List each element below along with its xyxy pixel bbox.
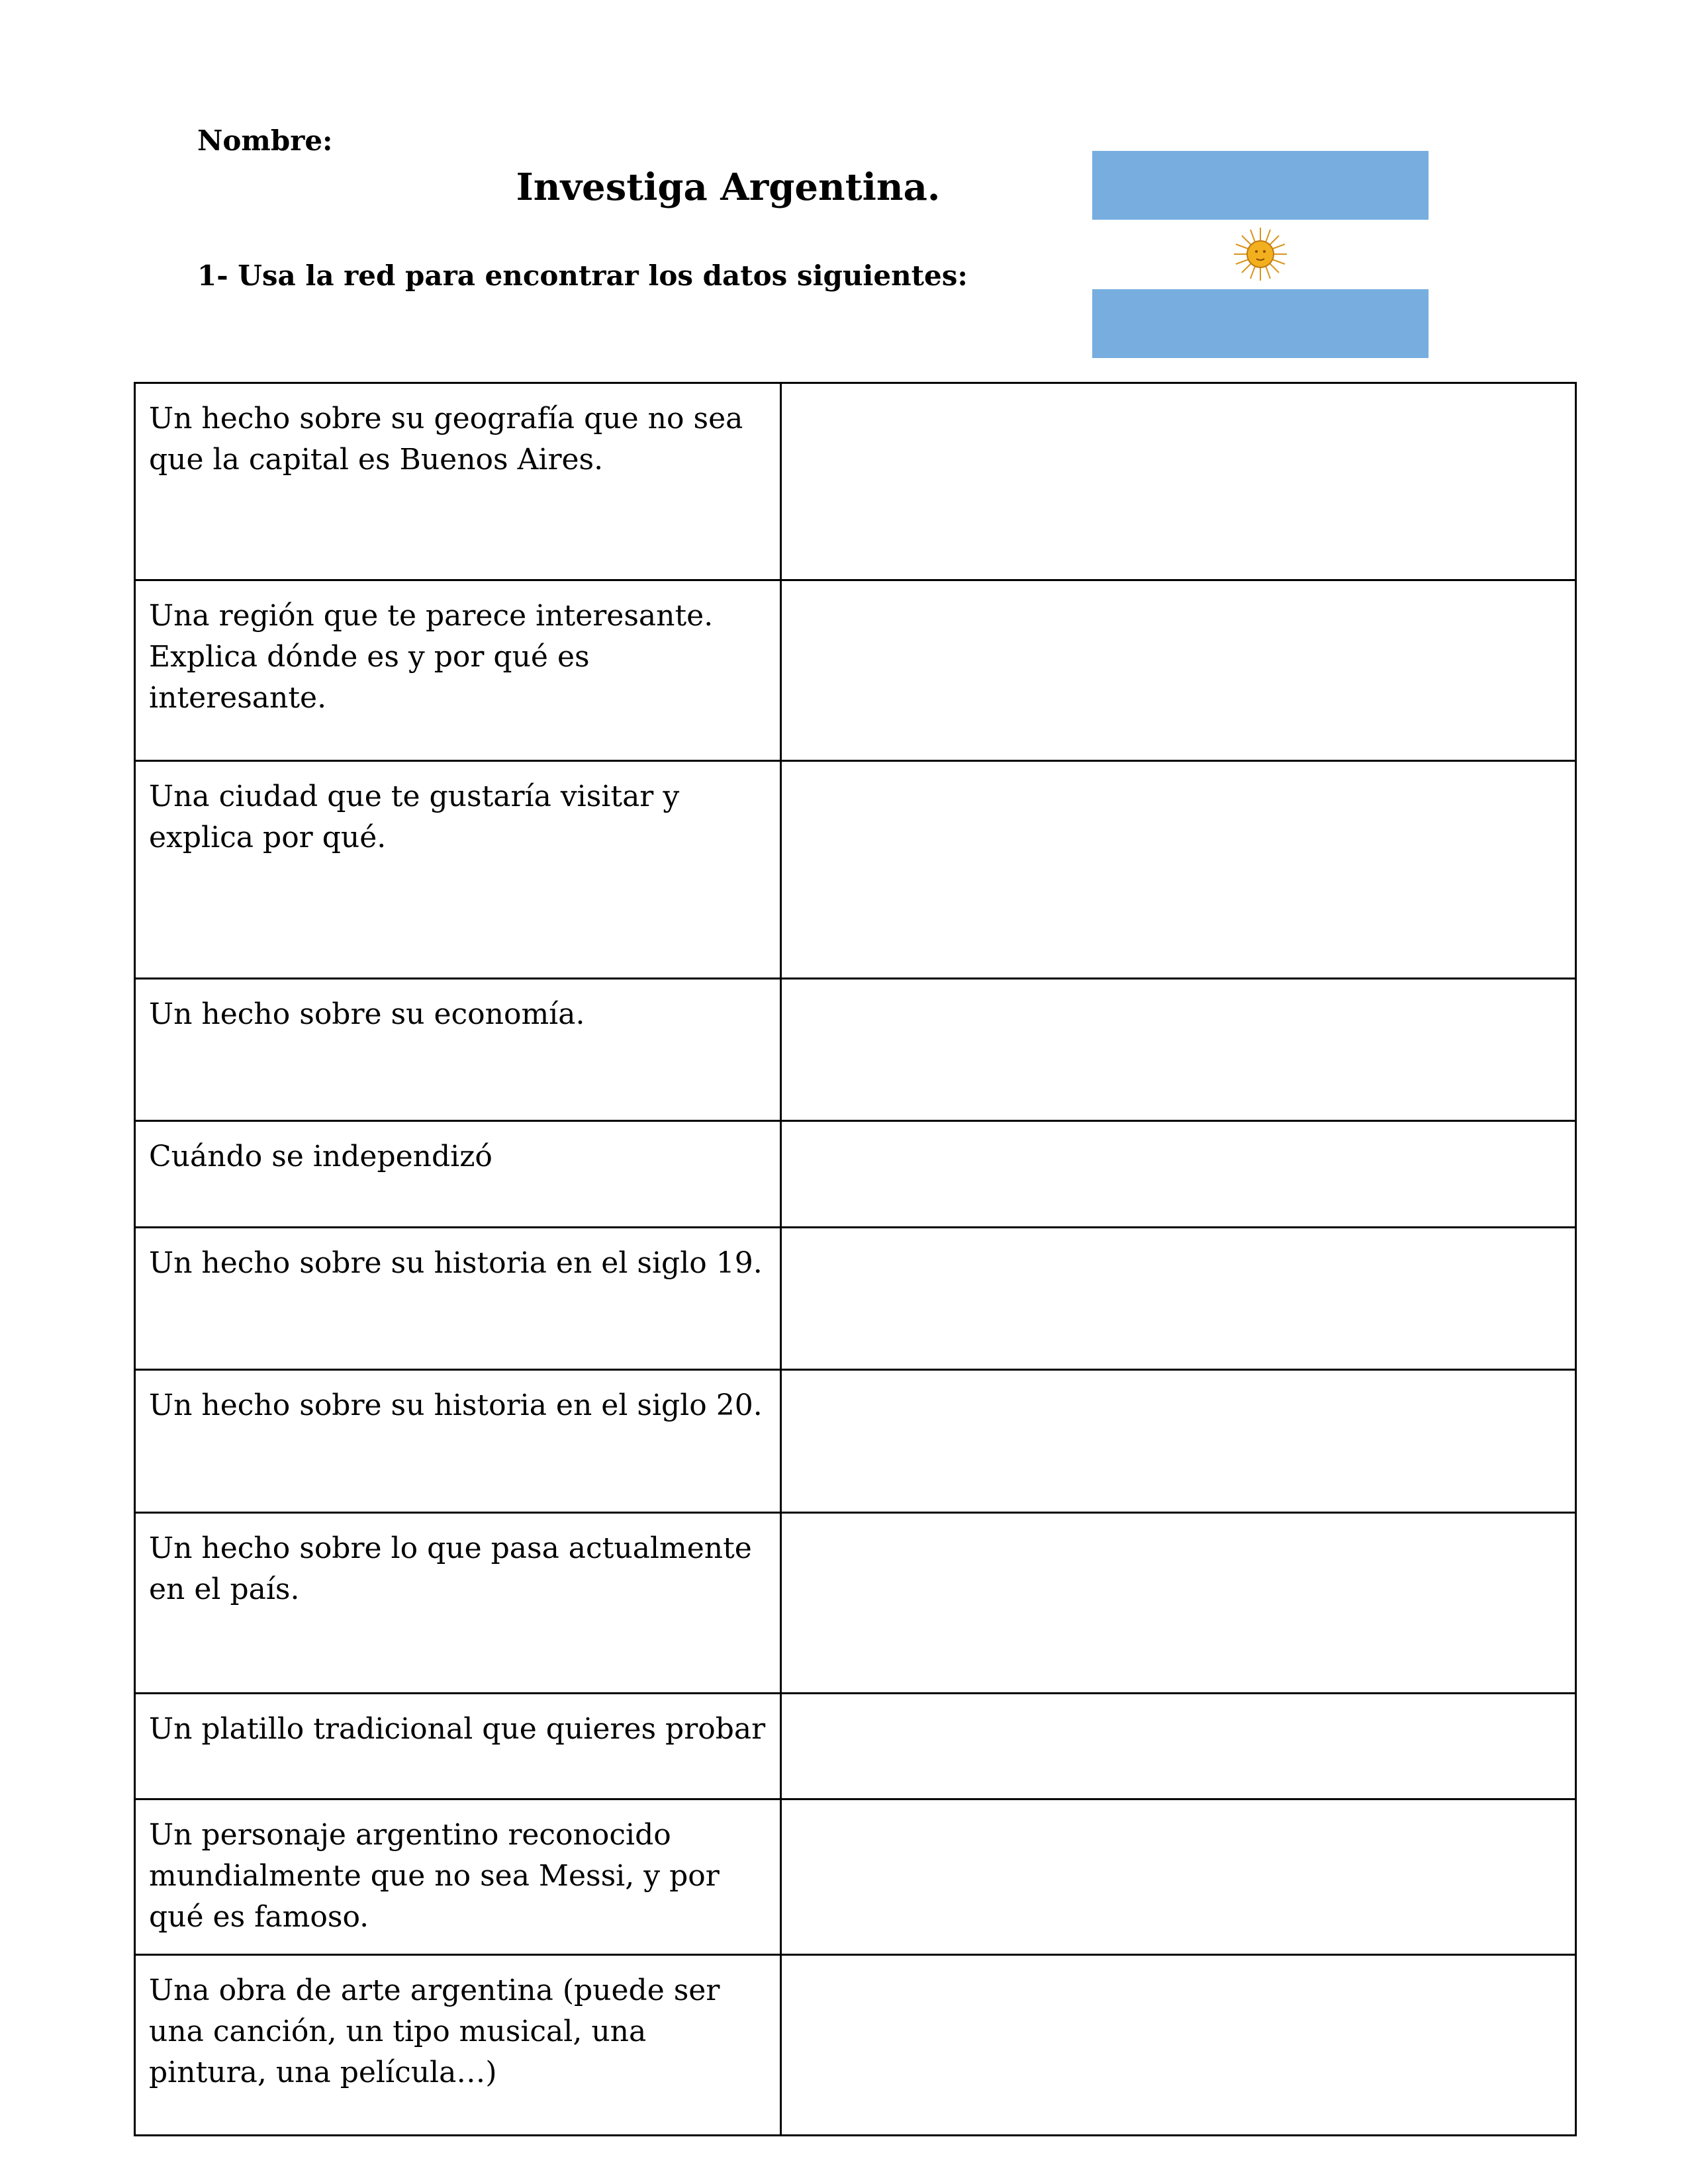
answer-cell[interactable] xyxy=(781,1694,1576,1799)
prompt-cell: Un hecho sobre su economía. xyxy=(135,979,781,1121)
prompt-cell: Un personaje argentino reconocido mundialmente que no sea Messi, y por qué es famoso. xyxy=(135,1799,781,1955)
instruction-text: 1- Usa la red para encontrar los datos siguientes: xyxy=(197,259,968,292)
answer-cell[interactable] xyxy=(781,1513,1576,1694)
prompt-cell: Una ciudad que te gustaría visitar y explica por qué. xyxy=(135,761,781,979)
prompt-cell: Una obra de arte argentina (puede ser una canción, un tipo musical, una pintura, una película…) xyxy=(135,1955,781,2136)
answer-cell[interactable] xyxy=(781,761,1576,979)
answer-cell[interactable] xyxy=(781,1799,1576,1955)
table-row xyxy=(135,1799,1576,1955)
page-title: Investiga Argentina. xyxy=(516,165,941,209)
prompt-cell: Un hecho sobre su historia en el siglo 19. xyxy=(135,1228,781,1370)
prompt-cell: Cuándo se independizó xyxy=(135,1121,781,1228)
table-row xyxy=(135,1955,1576,2136)
research-table xyxy=(134,382,1577,2136)
table-row xyxy=(135,761,1576,979)
table-row xyxy=(135,1513,1576,1694)
prompt-cell: Un hecho sobre lo que pasa actualmente en el país. xyxy=(135,1513,781,1694)
answer-cell[interactable] xyxy=(781,1370,1576,1513)
answer-cell[interactable] xyxy=(781,383,1576,580)
table-row xyxy=(135,580,1576,761)
table-row xyxy=(135,1370,1576,1513)
answer-cell[interactable] xyxy=(781,580,1576,761)
table-row xyxy=(135,383,1576,580)
table-row xyxy=(135,1228,1576,1370)
name-label: Nombre: xyxy=(197,124,333,157)
prompt-cell: Una región que te parece interesante. Explica dónde es y por qué es interesante. xyxy=(135,580,781,761)
answer-cell[interactable] xyxy=(781,979,1576,1121)
prompt-cell: Un hecho sobre su historia en el siglo 20. xyxy=(135,1370,781,1513)
answer-cell[interactable] xyxy=(781,1955,1576,2136)
answer-cell[interactable] xyxy=(781,1121,1576,1228)
prompt-cell: Un platillo tradicional que quieres probar xyxy=(135,1694,781,1799)
sun-of-may-icon xyxy=(1234,228,1287,281)
prompt-cell: Un hecho sobre su geografía que no sea que la capital es Buenos Aires. xyxy=(135,383,781,580)
argentina-flag-icon xyxy=(1092,151,1429,358)
table-row xyxy=(135,1121,1576,1228)
table-row xyxy=(135,979,1576,1121)
table-row xyxy=(135,1694,1576,1799)
answer-cell[interactable] xyxy=(781,1228,1576,1370)
